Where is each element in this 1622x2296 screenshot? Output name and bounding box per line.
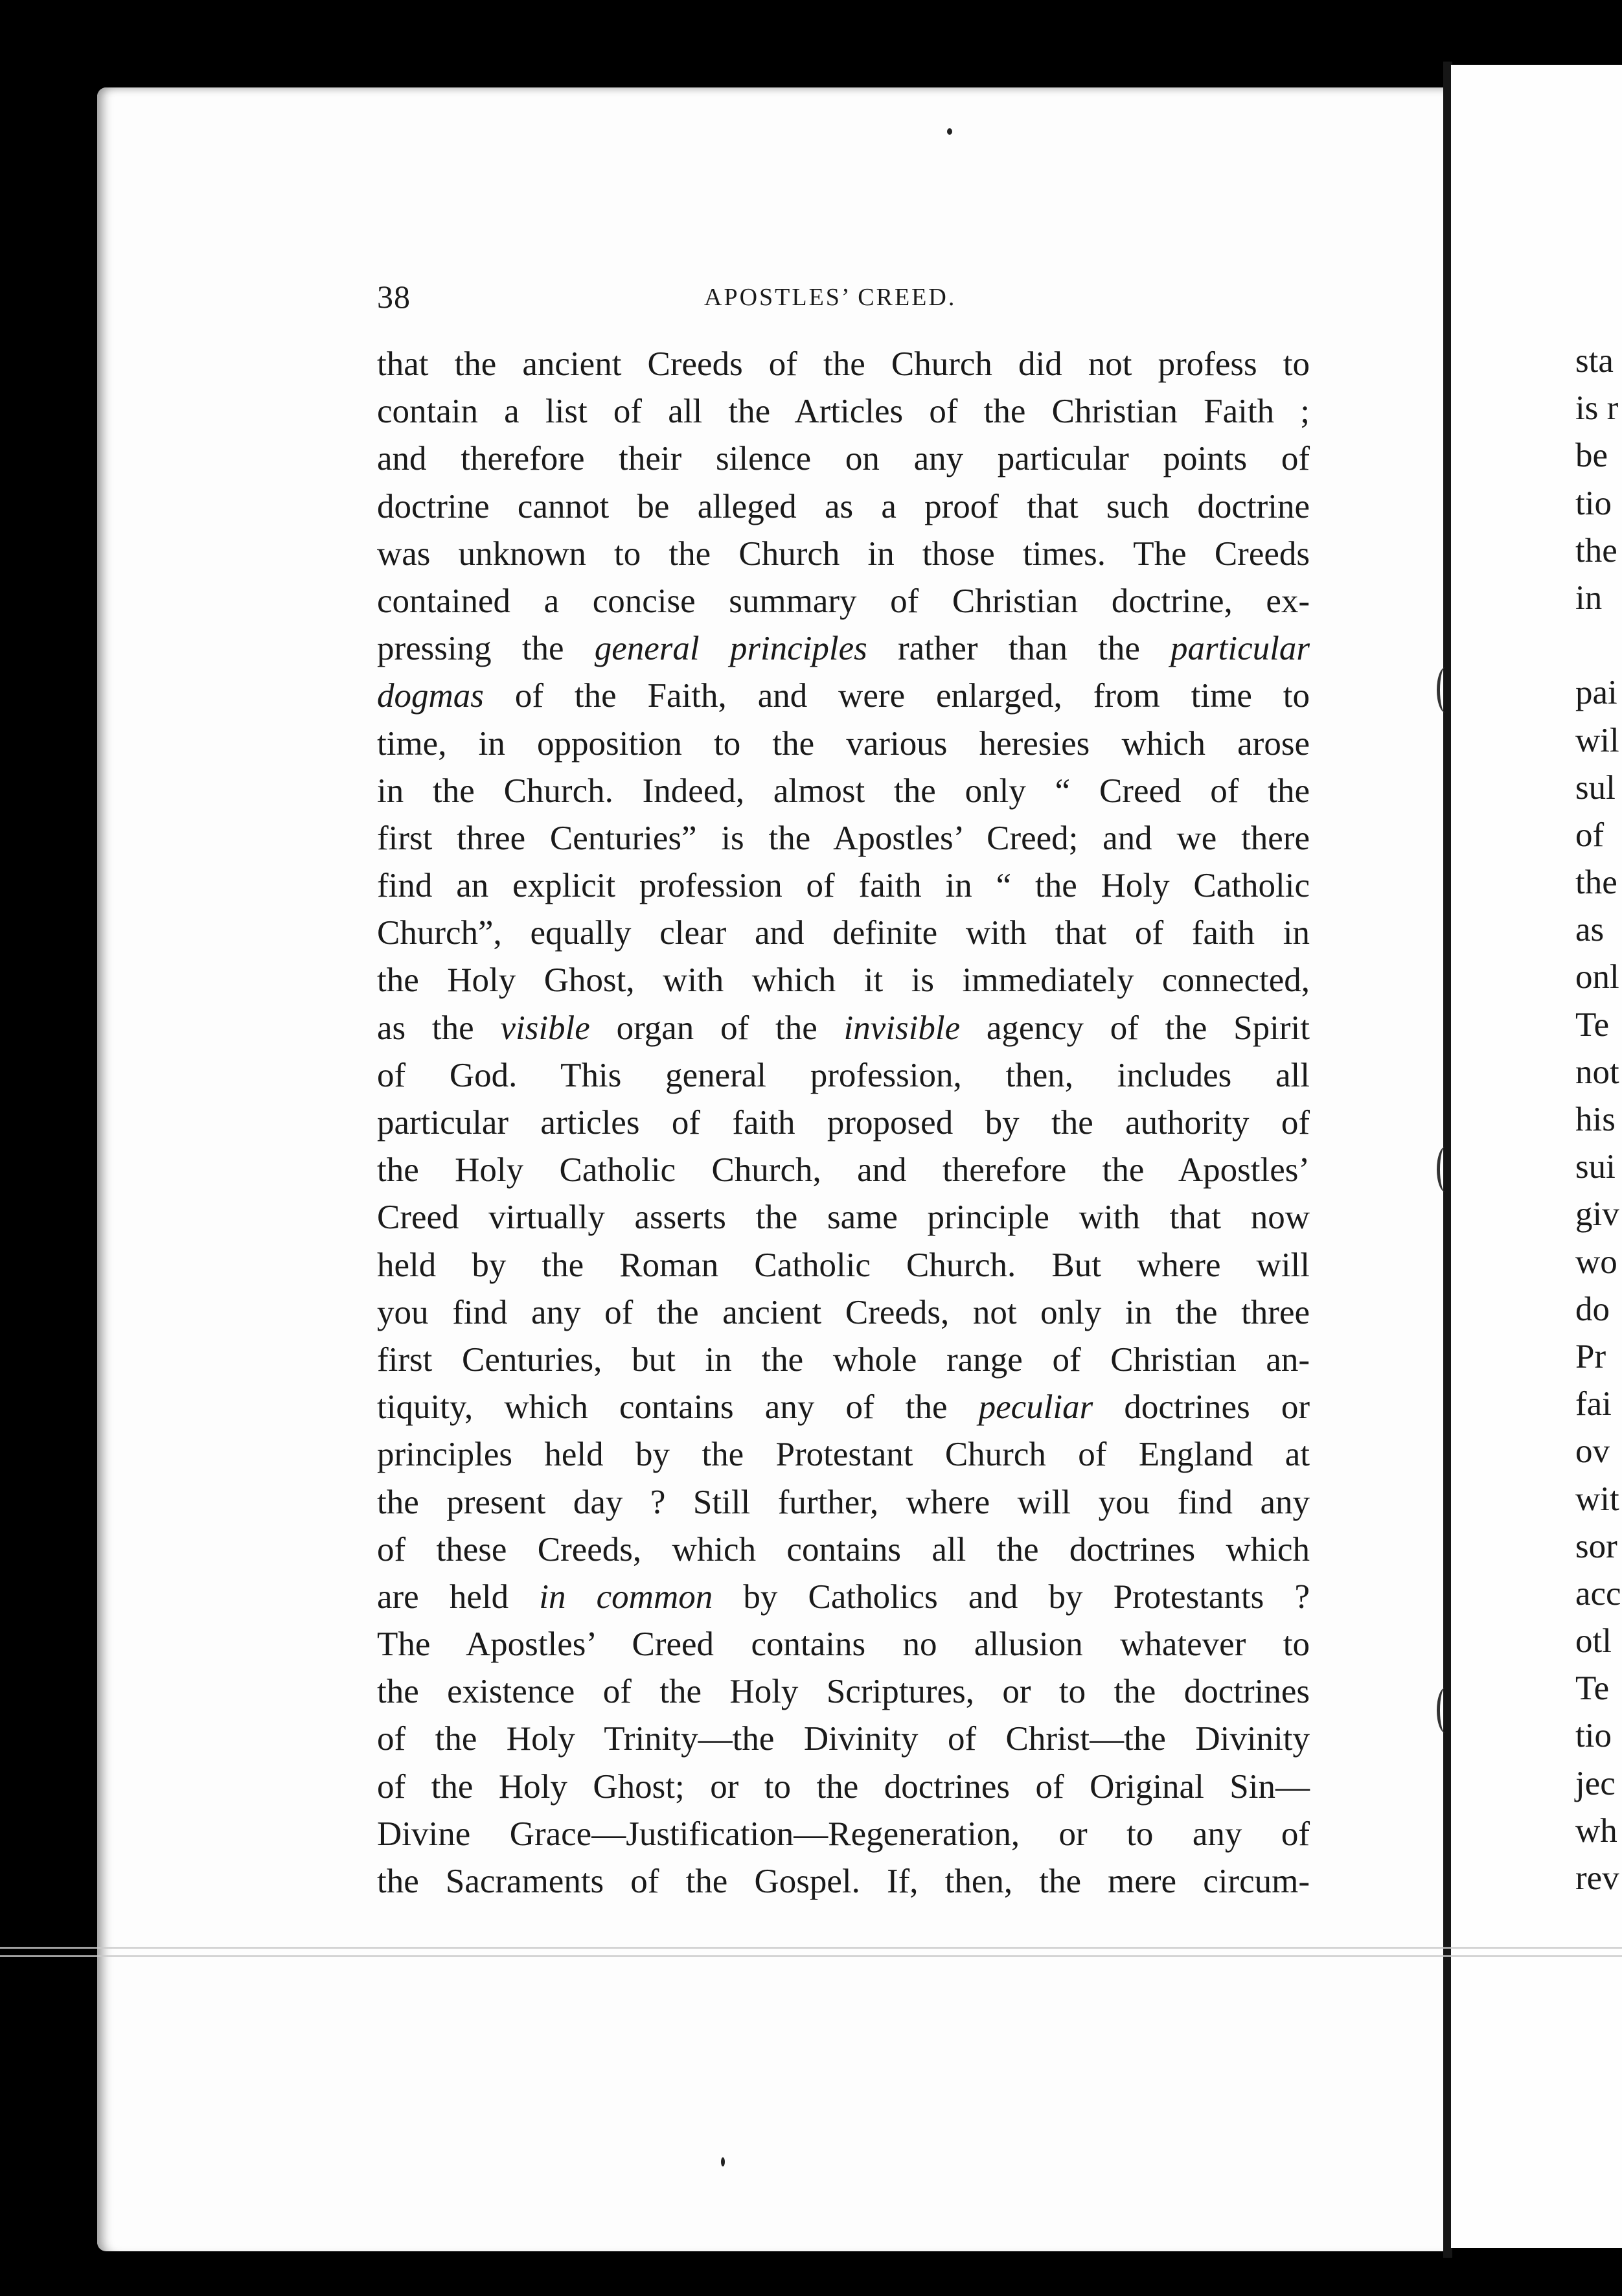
text-run: by Catholics and by Protestants ? <box>713 1578 1310 1616</box>
text-run: doctrine cannot be alleged as a proof that such doctrine <box>377 487 1310 525</box>
italic-text: peculiar <box>978 1388 1093 1427</box>
text-run: the Holy Ghost, with which it is immediately connected, <box>377 961 1310 1000</box>
scan-artifact-line <box>0 1947 1622 1949</box>
text-line <box>377 1384 1310 1431</box>
text-line <box>377 1668 1310 1716</box>
text-line <box>377 910 1310 957</box>
text-run: of the Holy Ghost; or to the doctrines of Original Sin— <box>377 1767 1310 1806</box>
text-line <box>377 1147 1310 1194</box>
italic-text: dogmas <box>377 677 484 715</box>
facing-page-fragment: jec <box>1575 1764 1616 1802</box>
facing-page-fragment: his <box>1575 1101 1616 1138</box>
facing-page-fragment: otl <box>1575 1622 1612 1660</box>
text-line <box>377 957 1310 1004</box>
text-line <box>377 1858 1310 1905</box>
text-run: the existence of the Holy Scriptures, or to the doctrines <box>377 1673 1310 1711</box>
text-line <box>377 578 1310 625</box>
text-run: tiquity, which contains any of the <box>377 1388 979 1427</box>
text-run: Creed virtually asserts the same principle with that now <box>377 1199 1310 1237</box>
text-line <box>377 531 1310 578</box>
text-line <box>377 815 1310 862</box>
text-run: was unknown to the Church in those times. The Creeds <box>377 534 1310 573</box>
text-run: particular articles of faith proposed by the authority of <box>377 1104 1310 1142</box>
text-run: of the Holy Trinity—the Divinity of Christ—the Divinity <box>377 1720 1310 1758</box>
text-run: of God. This general profession, then, includes all <box>377 1056 1310 1094</box>
text-line <box>377 1526 1310 1574</box>
ink-speck <box>947 128 952 135</box>
text-line <box>377 862 1310 910</box>
text-run: rather than the <box>867 630 1171 668</box>
facing-page-fragment: the <box>1575 531 1617 569</box>
text-run: are held <box>377 1578 540 1616</box>
text-run: held by the Roman Catholic Church. But where will <box>377 1246 1310 1284</box>
text-run: the Sacraments of the Gospel. If, then, the mere circum- <box>377 1863 1310 1900</box>
text-run: doctrines or <box>1093 1388 1310 1427</box>
facing-page-fragment: of <box>1575 816 1605 854</box>
facing-page-fragment: be <box>1575 437 1608 475</box>
text-run: The Apostles’ Creed contains no allusion whatever to <box>377 1625 1310 1664</box>
text-run: and therefore their silence on any particular points of <box>377 440 1310 478</box>
facing-page-fragment: Pr <box>1575 1337 1606 1375</box>
running-title: APOSTLES’ CREED. <box>704 284 957 311</box>
text-line <box>377 1242 1310 1289</box>
facing-page-fragment: fai <box>1575 1385 1612 1423</box>
facing-page-fragment: sor <box>1575 1527 1617 1565</box>
text-line <box>377 1099 1310 1147</box>
text-line <box>377 1621 1310 1668</box>
facing-page-fragment: not <box>1575 1053 1619 1091</box>
scan-artifact-line <box>0 1955 1622 1957</box>
text-run: the Holy Catholic Church, and therefore the Apostles’ <box>377 1151 1310 1189</box>
text-run: agency of the Spirit <box>960 1009 1310 1047</box>
text-line <box>377 435 1310 483</box>
italic-text: particular <box>1171 630 1310 668</box>
text-line <box>377 341 1310 388</box>
facing-page-fragment: as <box>1575 911 1605 949</box>
binding-mark <box>1437 1688 1454 1733</box>
facing-page-fragment: Te <box>1575 1005 1610 1044</box>
facing-page-fragment: rev <box>1575 1859 1619 1897</box>
text-run: Divine Grace—Justification—Regeneration, or to any of <box>377 1815 1310 1853</box>
text-run: pressing the <box>377 630 595 668</box>
facing-page-fragment: wh <box>1575 1811 1617 1850</box>
text-line <box>377 388 1310 435</box>
facing-page-fragment: sta <box>1575 342 1614 380</box>
text-run: Church”, equally clear and definite with that of faith in <box>377 914 1310 952</box>
text-run: first Centuries, but in the whole range of Christian an- <box>377 1340 1310 1379</box>
body-text <box>377 341 1310 1905</box>
text-run: that the ancient Creeds of the Church did not profess to <box>377 345 1310 383</box>
facing-page-fragment: ov <box>1575 1432 1610 1471</box>
text-line <box>377 1763 1310 1811</box>
text-run: contained a concise summary of Christian doctrine, ex- <box>377 582 1310 620</box>
text-line <box>377 483 1310 531</box>
page-number: 38 <box>377 279 411 315</box>
italic-text: invisible <box>843 1009 961 1047</box>
binding-mark <box>1437 1147 1454 1192</box>
italic-text: visible <box>500 1009 590 1047</box>
ink-speck <box>721 2157 725 2166</box>
facing-page-fragment: giv <box>1575 1195 1619 1234</box>
facing-page-fragment: the <box>1575 864 1617 902</box>
binding-mark <box>1437 667 1454 713</box>
text-line <box>377 625 1310 672</box>
facing-page-fragment: onl <box>1575 958 1619 996</box>
text-run: contain a list of all the Articles of the Christian Faith ; <box>377 393 1310 431</box>
text-run: you find any of the ancient Creeds, not only in the three <box>377 1293 1310 1331</box>
text-line <box>377 1574 1310 1621</box>
text-run: first three Centuries” is the Apostles’ Creed; and we there <box>377 819 1310 857</box>
text-line <box>377 1811 1310 1858</box>
facing-page-fragment: acc <box>1575 1574 1621 1613</box>
text-line <box>377 1716 1310 1763</box>
facing-page-fragment <box>1575 622 1621 669</box>
facing-page-fragment: do <box>1575 1290 1610 1328</box>
text-run: of these Creeds, which contains all the doctrines which <box>377 1530 1310 1568</box>
facing-page-fragment: tio <box>1575 484 1612 522</box>
text-run: find an explicit profession of faith in “ the Holy Catholic <box>377 867 1310 905</box>
text-line <box>377 672 1310 720</box>
text-line <box>377 1194 1310 1241</box>
facing-page-fragment: is r <box>1575 389 1619 428</box>
text-line <box>377 1479 1310 1526</box>
facing-page-fragment: sul <box>1575 768 1616 807</box>
text-run: organ of the <box>589 1009 844 1047</box>
facing-page-text <box>1575 338 1621 1902</box>
text-run: time, in opposition to the various heresies which arose <box>377 724 1310 763</box>
text-line <box>377 720 1310 768</box>
facing-page-fragment: wo <box>1575 1243 1617 1281</box>
text-run: the present day ? Still further, where will you find any <box>377 1483 1310 1521</box>
text-run: of the Faith, and were enlarged, from time to <box>483 677 1310 715</box>
text-run: as the <box>377 1009 501 1047</box>
text-line <box>377 768 1310 815</box>
facing-page-fragment: Te <box>1575 1670 1610 1708</box>
facing-page-fragment: wil <box>1575 721 1619 759</box>
text-line <box>377 1005 1310 1052</box>
running-head <box>377 277 1303 316</box>
text-line <box>377 1337 1310 1384</box>
text-line <box>377 1431 1310 1478</box>
facing-page-fragment: pai <box>1575 674 1617 712</box>
text-line <box>377 1052 1310 1099</box>
text-line <box>377 1289 1310 1337</box>
facing-page-fragment: tio <box>1575 1717 1612 1755</box>
italic-text: general principles <box>594 630 867 668</box>
facing-page-fragment: sui <box>1575 1148 1616 1186</box>
facing-page-fragment: wit <box>1575 1480 1619 1518</box>
text-run: principles held by the Protestant Church of England at <box>377 1436 1310 1474</box>
italic-text: in common <box>539 1578 713 1616</box>
facing-page-fragment: in <box>1575 579 1603 617</box>
text-run: in the Church. Indeed, almost the only “ Creed of the <box>377 772 1310 810</box>
